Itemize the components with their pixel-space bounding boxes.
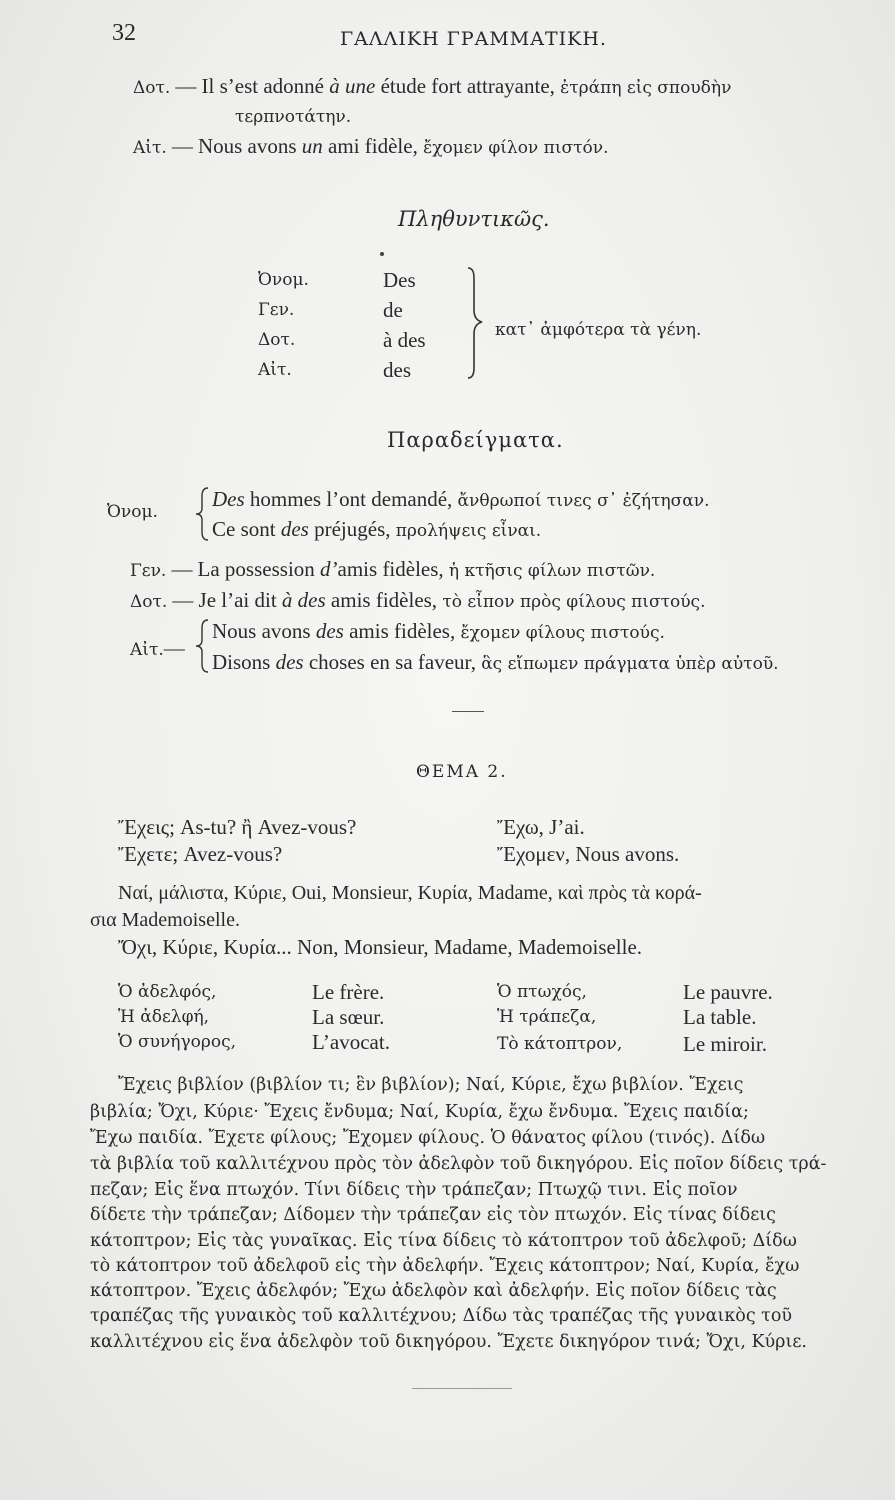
- french-article: Des: [212, 487, 245, 511]
- french-text: hommes l’ont demandé,: [244, 487, 458, 511]
- vocab-right: Ἔχομεν, Nous avons.: [497, 842, 680, 866]
- singular-accusative-line: [133, 134, 608, 159]
- exercise-line: βιβλία; Ὄχι, Κύριε· Ἔχεις ἔνδυμα; Ναί, Κυρία, ἔχω ἔνδυμα. Ἔχεις παιδία;: [90, 1102, 749, 1122]
- noun-french: La sœur.: [312, 1005, 385, 1029]
- genitive-example: [130, 557, 655, 582]
- greek-continuation: τερπνοτάτην.: [235, 107, 352, 127]
- french-text: Nous avons: [212, 619, 316, 643]
- exercise-line: κάτοπτρον; Εἰς τὰς γυναῖκας. Εἰς τίνα δίδεις τὸ κάτοπτρον τοῦ ἀδελφοῦ; Δίδω: [90, 1231, 797, 1251]
- examples-heading: Παραδείγματα.: [387, 428, 564, 452]
- exercise-line: δίδετε τὴν τράπεζαν; Δίδομεν τὴν τράπεζαν εἰς τὸν πτωχόν. Εἰς τίνας δίδεις: [90, 1205, 776, 1225]
- dash: —: [171, 134, 193, 158]
- french-article: des: [315, 619, 344, 643]
- dash: —: [171, 557, 193, 581]
- exercise-line: τὸ κάτοπτρον τοῦ ἀδελφοῦ εἰς τὴν ἀδελφήν. Ἔχεις κάτοπτρον; Ναί, Κυρία, ἔχω: [90, 1256, 800, 1276]
- plural-form: des: [383, 358, 411, 382]
- french-text: amis fidèles,: [343, 619, 461, 643]
- plural-brace: [462, 264, 486, 382]
- french-text: étude fort attrayante,: [375, 74, 561, 98]
- exercise-line: Ἔχω παιδία. Ἔχετε φίλους; Ἔχομεν φίλους. Ὁ θάνατος φίλου (τινός). Δίδω: [90, 1128, 766, 1148]
- ait-example-1: [212, 619, 665, 644]
- case-label-onom: Ὀνομ.: [107, 502, 158, 522]
- exercise-line: Ἔχεις βιβλίον (βιβλίον τι; ἓν βιβλίον); Ναί, Κύριε, ἔχω βιβλίον. Ἔχεις: [118, 1075, 744, 1095]
- plural-form: à des: [383, 328, 426, 352]
- french-article: un: [301, 134, 323, 158]
- exercise-line: κάτοπτρον. Ἔχεις ἀδελφόν; Ἔχω ἀδελφὸν καὶ ἀδελφήν. Εἰς ποῖον δίδεις τὰς: [90, 1281, 777, 1301]
- french-text: choses en sa faveur,: [303, 650, 482, 674]
- plural-form: Des: [383, 268, 416, 292]
- nai-line: Ναί, μάλιστα, Κύριε, Oui, Monsieur, Κυρία, Madame, καὶ πρὸς τὰ κορά-: [118, 882, 702, 904]
- french-article: des: [275, 650, 304, 674]
- french-text: Ce sont: [212, 517, 281, 541]
- french-text: amis fidèles,: [325, 588, 443, 612]
- section-divider: [452, 711, 484, 712]
- greek-text: ἐτράπη εἰς σπουδὴν: [560, 78, 732, 98]
- plural-case-label: Δοτ.: [258, 330, 296, 350]
- french-text: Je l’ai dit: [198, 588, 282, 612]
- french-text: ami fidèle,: [322, 134, 424, 158]
- greek-text: ἃς εἴπωμεν πράγματα ὑπὲρ αὐτοῦ.: [481, 654, 779, 674]
- greek-text: ἄνθρωποί τινες σ᾽ ἐζήτησαν.: [457, 491, 710, 511]
- greek-text: προλήψεις εἶναι.: [395, 521, 542, 541]
- french-article: à des: [281, 588, 326, 612]
- french-text: préjugés,: [308, 517, 396, 541]
- french-text: La possession: [197, 557, 321, 581]
- dash: —: [175, 74, 197, 98]
- page-number: 32: [112, 20, 136, 46]
- noun-french: L’avocat.: [312, 1030, 390, 1054]
- plural-case-label: Γεν.: [258, 300, 295, 320]
- exercise-line: πεζαν; Εἰς ἕνα πτωχόν. Τίνι δίδεις τὴν τράπεζαν; Πτωχῷ τινι. Εἰς ποῖον: [90, 1180, 738, 1200]
- dash: —: [172, 588, 194, 612]
- exercise-line: τὰ βιβλία τοῦ καλλιτέχνου πρὸς τὸν ἀδελφὸν τοῦ δικηγόρου. Εἰς ποῖον δίδεις τρά-: [90, 1154, 827, 1174]
- running-title: ΓΑΛΛΙΚΗ ΓΡΑΜΜΑΤΙΚΗ.: [340, 28, 607, 50]
- noun-greek: Ὁ ἀδελφός,: [118, 982, 217, 1002]
- onom-brace: [194, 486, 210, 542]
- noun-greek: Τὸ κάτοπτρον,: [497, 1034, 623, 1054]
- ait-brace: [194, 618, 210, 674]
- greek-text: ἔχομεν φίλους πιστούς.: [460, 623, 665, 643]
- case-label: Γεν.: [130, 561, 167, 581]
- plural-case-label: Ὀνομ.: [258, 270, 309, 290]
- bottom-rule: [412, 1388, 512, 1389]
- noun-greek: Ἡ τράπεζα,: [497, 1007, 597, 1027]
- noun-french: Le frère.: [312, 980, 385, 1004]
- case-label: Αἰτ.: [133, 138, 167, 158]
- vocab-left: Ἔχεις; As-tu? ἢ Avez-vous?: [118, 815, 357, 839]
- onom-example-1: [212, 487, 710, 512]
- noun-french: Le miroir.: [683, 1032, 767, 1056]
- french-article: d’: [320, 557, 338, 581]
- vocab-right: Ἔχω, J’ai.: [497, 815, 585, 839]
- ochi-line: Ὄχι, Κύριε, Κυρία... Non, Monsieur, Madame, Mademoiselle.: [118, 935, 643, 959]
- exercise-line: καλλιτέχνου εἰς ἕνα ἀδελφὸν τοῦ δικηγόρου. Ἔχετε δικηγόρον τινά; Ὄχι, Κύριε.: [90, 1332, 807, 1352]
- noun-greek: Ὁ συνήγορος,: [118, 1032, 237, 1052]
- plural-case-label: Αἰτ.: [258, 360, 292, 380]
- french-text: Nous avons: [197, 134, 302, 158]
- dative-example: [130, 588, 705, 613]
- noun-french: Le pauvre.: [683, 980, 773, 1004]
- plural-form: de: [383, 298, 403, 322]
- greek-text: ἡ κτῆσις φίλων πιστῶν.: [448, 561, 656, 581]
- thema-title: ΘΕΜΑ 2.: [416, 762, 508, 782]
- french-article: à une: [329, 74, 376, 98]
- case-label: Δοτ.: [130, 592, 168, 612]
- vocab-left: Ἔχετε; Avez-vous?: [118, 842, 283, 866]
- plural-heading: Πληθυντικῶς.: [398, 207, 550, 231]
- greek-text: ἔχομεν φίλον πιστόν.: [423, 138, 609, 158]
- ait-example-2: [212, 650, 779, 675]
- french-text: Il s’est adonné: [201, 74, 330, 98]
- noun-french: La table.: [683, 1005, 757, 1029]
- case-label: Δοτ.: [133, 78, 171, 98]
- exercise-line: τραπέζας τῆς γυναικὸς τοῦ καλλιτέχνου; Δίδω τὰς τραπέζας τῆς γυναικὸς τοῦ: [90, 1306, 793, 1326]
- nai-line-cont: σια Mademoiselle.: [90, 909, 240, 931]
- french-text: amis fidèles,: [337, 557, 449, 581]
- greek-text: τὸ εἶπον πρὸς φίλους πιστούς.: [442, 592, 706, 612]
- singular-dative-line: [133, 74, 731, 99]
- french-article: des: [280, 517, 309, 541]
- noun-greek: Ὁ πτωχός,: [497, 982, 587, 1002]
- french-text: Disons: [212, 650, 276, 674]
- plural-gender-note: κατ᾽ ἀμφότερα τὰ γένη.: [495, 320, 702, 340]
- onom-example-2: [212, 517, 541, 542]
- noun-greek: Ἡ ἀδελφή,: [118, 1007, 210, 1027]
- case-label: Αἰτ.: [130, 640, 164, 660]
- dash: —: [163, 636, 185, 660]
- dot-mark: [380, 252, 384, 256]
- accusative-label-group: [130, 636, 185, 661]
